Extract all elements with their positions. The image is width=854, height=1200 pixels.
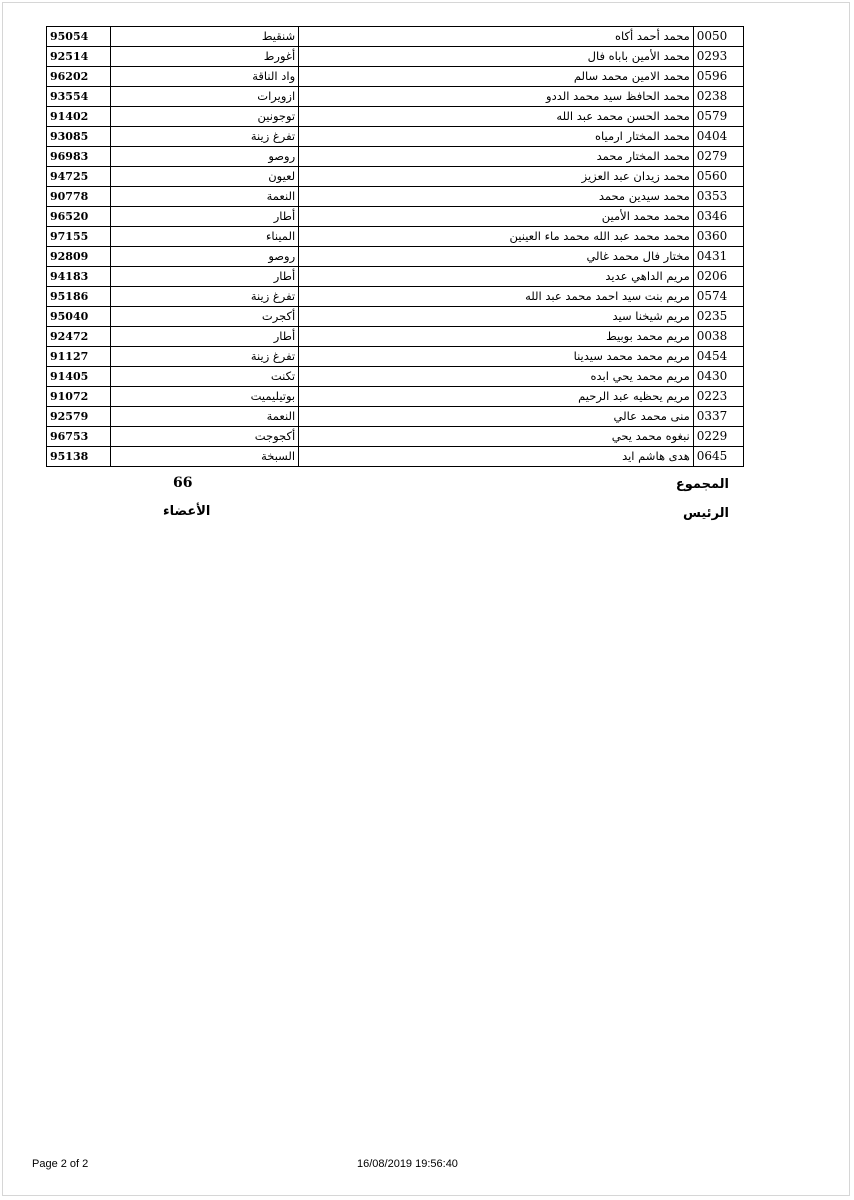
table-row xyxy=(47,127,744,147)
place-cell: أكجوجت xyxy=(110,427,299,447)
phone-cell: 94725 xyxy=(47,167,111,187)
place-cell: تفرغ زينة xyxy=(110,287,299,307)
place-cell: أطار xyxy=(110,207,299,227)
code-cell: 0574 xyxy=(693,287,743,307)
table-row xyxy=(47,327,744,347)
place-cell: ازويرات xyxy=(110,87,299,107)
table-row xyxy=(47,67,744,87)
table-row xyxy=(47,307,744,327)
name-cell: مريم محمد محمد سيدينا xyxy=(299,347,694,367)
place-cell: أطار xyxy=(110,327,299,347)
code-cell: 0223 xyxy=(693,387,743,407)
code-cell: 0579 xyxy=(693,107,743,127)
table-row xyxy=(47,27,744,47)
code-cell: 0596 xyxy=(693,67,743,87)
page-number: Page 2 of 2 xyxy=(32,1158,89,1170)
code-cell: 0454 xyxy=(693,347,743,367)
name-cell: محمد محمد عبد الله محمد ماء العينين xyxy=(299,227,694,247)
phone-cell: 92579 xyxy=(47,407,111,427)
place-cell: بوتيليميت xyxy=(110,387,299,407)
name-cell: مريم محمد يحي ابده xyxy=(299,367,694,387)
table-row xyxy=(47,47,744,67)
phone-cell: 96520 xyxy=(47,207,111,227)
members-signature-label: الأعضاء xyxy=(163,504,211,519)
name-cell: محمد زيدان عبد العزيز xyxy=(299,167,694,187)
place-cell: النعمة xyxy=(110,187,299,207)
phone-cell: 90778 xyxy=(47,187,111,207)
code-cell: 0346 xyxy=(693,207,743,227)
roster-body xyxy=(47,27,744,467)
table-row xyxy=(47,447,744,467)
table-row xyxy=(47,227,744,247)
code-cell: 0431 xyxy=(693,247,743,267)
phone-cell: 95040 xyxy=(47,307,111,327)
name-cell: محمد الحسن محمد عبد الله xyxy=(299,107,694,127)
code-cell: 0353 xyxy=(693,187,743,207)
table-row xyxy=(47,387,744,407)
table-row xyxy=(47,347,744,367)
code-cell: 0238 xyxy=(693,87,743,107)
code-cell: 0337 xyxy=(693,407,743,427)
place-cell: تفرغ زينة xyxy=(110,127,299,147)
phone-cell: 97155 xyxy=(47,227,111,247)
table-row xyxy=(47,407,744,427)
table-row xyxy=(47,287,744,307)
place-cell: تفرغ زينة xyxy=(110,347,299,367)
president-signature-label: الرئيس xyxy=(683,506,729,521)
roster-table xyxy=(46,26,744,467)
name-cell: محمد المختار ارمياه xyxy=(299,127,694,147)
place-cell: النعمة xyxy=(110,407,299,427)
code-cell: 0229 xyxy=(693,427,743,447)
table-row xyxy=(47,427,744,447)
name-cell: مريم محمد بوبيط xyxy=(299,327,694,347)
table-row xyxy=(47,167,744,187)
name-cell: مريم الداهي عديد xyxy=(299,267,694,287)
phone-cell: 92809 xyxy=(47,247,111,267)
place-cell: أطار xyxy=(110,267,299,287)
total-label: المجموع xyxy=(675,477,729,492)
code-cell: 0430 xyxy=(693,367,743,387)
code-cell: 0560 xyxy=(693,167,743,187)
place-cell: السبخة xyxy=(110,447,299,467)
name-cell: محمد محمد الأمين xyxy=(299,207,694,227)
place-cell: أغورط xyxy=(110,47,299,67)
phone-cell: 96753 xyxy=(47,427,111,447)
place-cell: واد الناقة xyxy=(110,67,299,87)
code-cell: 0360 xyxy=(693,227,743,247)
phone-cell: 91127 xyxy=(47,347,111,367)
place-cell: لعيون xyxy=(110,167,299,187)
name-cell: محمد الأمين باباه فال xyxy=(299,47,694,67)
code-cell: 0645 xyxy=(693,447,743,467)
code-cell: 0293 xyxy=(693,47,743,67)
table-row xyxy=(47,207,744,227)
table-row xyxy=(47,247,744,267)
phone-cell: 93085 xyxy=(47,127,111,147)
place-cell: روصو xyxy=(110,147,299,167)
name-cell: محمد سيدين محمد xyxy=(299,187,694,207)
phone-cell: 95138 xyxy=(47,447,111,467)
table-row xyxy=(47,87,744,107)
name-cell: محمد أحمد أكاه xyxy=(299,27,694,47)
table-row xyxy=(47,267,744,287)
name-cell: محمد الامين محمد سالم xyxy=(299,67,694,87)
place-cell: تكنت xyxy=(110,367,299,387)
phone-cell: 91072 xyxy=(47,387,111,407)
name-cell: هدى هاشم ايد xyxy=(299,447,694,467)
phone-cell: 91405 xyxy=(47,367,111,387)
phone-cell: 95054 xyxy=(47,27,111,47)
table-row xyxy=(47,147,744,167)
name-cell: نبغوه محمد يحي xyxy=(299,427,694,447)
phone-cell: 92514 xyxy=(47,47,111,67)
total-value: 66 xyxy=(173,475,193,491)
table-row xyxy=(47,107,744,127)
name-cell: مريم شيخنا سيد xyxy=(299,307,694,327)
phone-cell: 91402 xyxy=(47,107,111,127)
name-cell: منى محمد عالي xyxy=(299,407,694,427)
table-row xyxy=(47,367,744,387)
code-cell: 0206 xyxy=(693,267,743,287)
name-cell: محمد المختار محمد xyxy=(299,147,694,167)
code-cell: 0279 xyxy=(693,147,743,167)
place-cell: شنقيط xyxy=(110,27,299,47)
place-cell: روصو xyxy=(110,247,299,267)
phone-cell: 92472 xyxy=(47,327,111,347)
phone-cell: 95186 xyxy=(47,287,111,307)
phone-cell: 94183 xyxy=(47,267,111,287)
phone-cell: 93554 xyxy=(47,87,111,107)
place-cell: الميناء xyxy=(110,227,299,247)
place-cell: أكجرت xyxy=(110,307,299,327)
code-cell: 0404 xyxy=(693,127,743,147)
table-row xyxy=(47,187,744,207)
code-cell: 0050 xyxy=(693,27,743,47)
place-cell: توجونين xyxy=(110,107,299,127)
name-cell: مختار فال محمد غالي xyxy=(299,247,694,267)
code-cell: 0038 xyxy=(693,327,743,347)
name-cell: محمد الحافظ سيد محمد الددو xyxy=(299,87,694,107)
code-cell: 0235 xyxy=(693,307,743,327)
phone-cell: 96983 xyxy=(47,147,111,167)
name-cell: مريم بنت سيد احمد محمد عبد الله xyxy=(299,287,694,307)
document-page xyxy=(2,2,850,1196)
name-cell: مريم يحظيه عبد الرحيم xyxy=(299,387,694,407)
print-datetime: 16/08/2019 19:56:40 xyxy=(357,1158,458,1170)
phone-cell: 96202 xyxy=(47,67,111,87)
